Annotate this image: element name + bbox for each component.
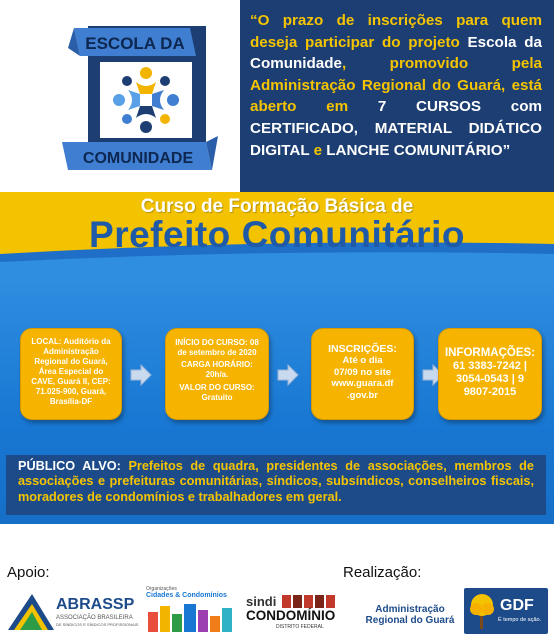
registration-label: INSCRIÇÕES: xyxy=(328,343,397,355)
gdf-name: GDF xyxy=(500,597,534,614)
price-label: VALOR DO CURSO: xyxy=(179,383,255,392)
card-registration xyxy=(311,328,414,420)
cidades-name: Cidades & Condomínios xyxy=(146,592,227,599)
course-title: Prefeito Comunitário xyxy=(89,214,465,255)
gdf-logo xyxy=(464,588,548,634)
card-course-info xyxy=(165,328,269,420)
card-local-text: Auditório da Administração Regional do Guará, Área Especial do CAVE, Guará II, CEP: 71.025-900, Guará, Brasília-DF xyxy=(31,337,111,406)
admin-name: Regional do Guará xyxy=(365,615,455,626)
admin-guara-logo xyxy=(362,604,458,626)
quote-part: LANCHE COMUNITÁRIO” xyxy=(322,141,511,159)
arrow-right-icon xyxy=(130,364,152,386)
abrassp-name: ABRASSP xyxy=(56,596,135,613)
cidades-condominios-logo xyxy=(146,586,238,634)
quote-highlight: Escola da Comunidade xyxy=(250,33,542,73)
start-label: INÍCIO DO CURSO: xyxy=(175,338,248,347)
quote-highlight: 7 CURSOS xyxy=(377,98,482,116)
quote-part: com CERTIFICADO, MATERIAL DIDÁTICO DIGITAL xyxy=(250,98,542,159)
support-label: Apoio: xyxy=(7,564,50,581)
arrow-right-icon xyxy=(277,364,299,386)
quote-part: “O prazo de inscrições para quem deseja participar do projeto xyxy=(250,12,542,51)
intro-quote xyxy=(240,0,554,192)
cidades-small: Organizações xyxy=(146,586,177,592)
logo-bottom-text: COMUNIDADE xyxy=(82,150,194,167)
sindi-name: sindi xyxy=(246,594,277,609)
organizer-label: Realização: xyxy=(343,564,422,581)
logo-top-text: ESCOLA DA xyxy=(85,34,185,53)
gdf-sub: É tempo de ação. xyxy=(498,617,542,623)
escola-da-comunidade-logo xyxy=(58,18,234,176)
admin-name: Administração xyxy=(375,604,445,615)
registration-link[interactable]: www.guara.df xyxy=(331,378,394,389)
hours-text: 20h/a. xyxy=(205,370,229,379)
sindi-name: CONDOMÍNIO xyxy=(246,608,336,623)
start-text: 08 de setembro de 2020 xyxy=(177,338,259,357)
card-contact xyxy=(438,328,542,420)
card-local xyxy=(20,328,122,420)
audience-label: PÚBLICO ALVO: xyxy=(18,459,121,473)
quote-part: , promovido pela Administração Regional do Guará, está aberto em xyxy=(250,55,542,116)
sindi-sub: DISTRITO FEDERAL xyxy=(276,624,324,630)
price-text: Gratuito xyxy=(201,393,233,402)
quote-part: e xyxy=(313,141,323,159)
abrassp-sub: ASSOCIAÇÃO BRASILEIRA xyxy=(56,615,133,621)
contact-phone: 61 3383-7242 | xyxy=(452,360,528,372)
audience-text: Prefeitos de quadra, presidentes de associações, membros de associações e prefeituras comunitárias, síndicos, subsíndicos, conselheiros fiscais, moradores de condomínios e trabalhadores em geral. xyxy=(18,459,534,504)
registration-line: Até o dia xyxy=(342,355,383,366)
registration-link[interactable]: .gov.br xyxy=(347,389,378,401)
target-audience xyxy=(6,455,546,515)
card-local-label: LOCAL: xyxy=(31,337,62,346)
course-subtitle: Curso de Formação Básica de xyxy=(140,196,414,217)
contact-phone: 9807-2015 xyxy=(463,386,517,398)
hours-label: CARGA HORÁRIO: xyxy=(181,360,253,369)
contact-label: INFORMAÇÕES: xyxy=(444,347,536,359)
abrassp-sub: DE SÍNDICOS E SÍNDICOS PROFISSIONAIS xyxy=(56,622,139,627)
abrassp-logo xyxy=(6,590,139,634)
sindicondominio-logo xyxy=(246,594,342,634)
registration-line: 07/09 no site xyxy=(333,366,392,378)
contact-phone: 3054-0543 | 9 xyxy=(456,373,524,385)
